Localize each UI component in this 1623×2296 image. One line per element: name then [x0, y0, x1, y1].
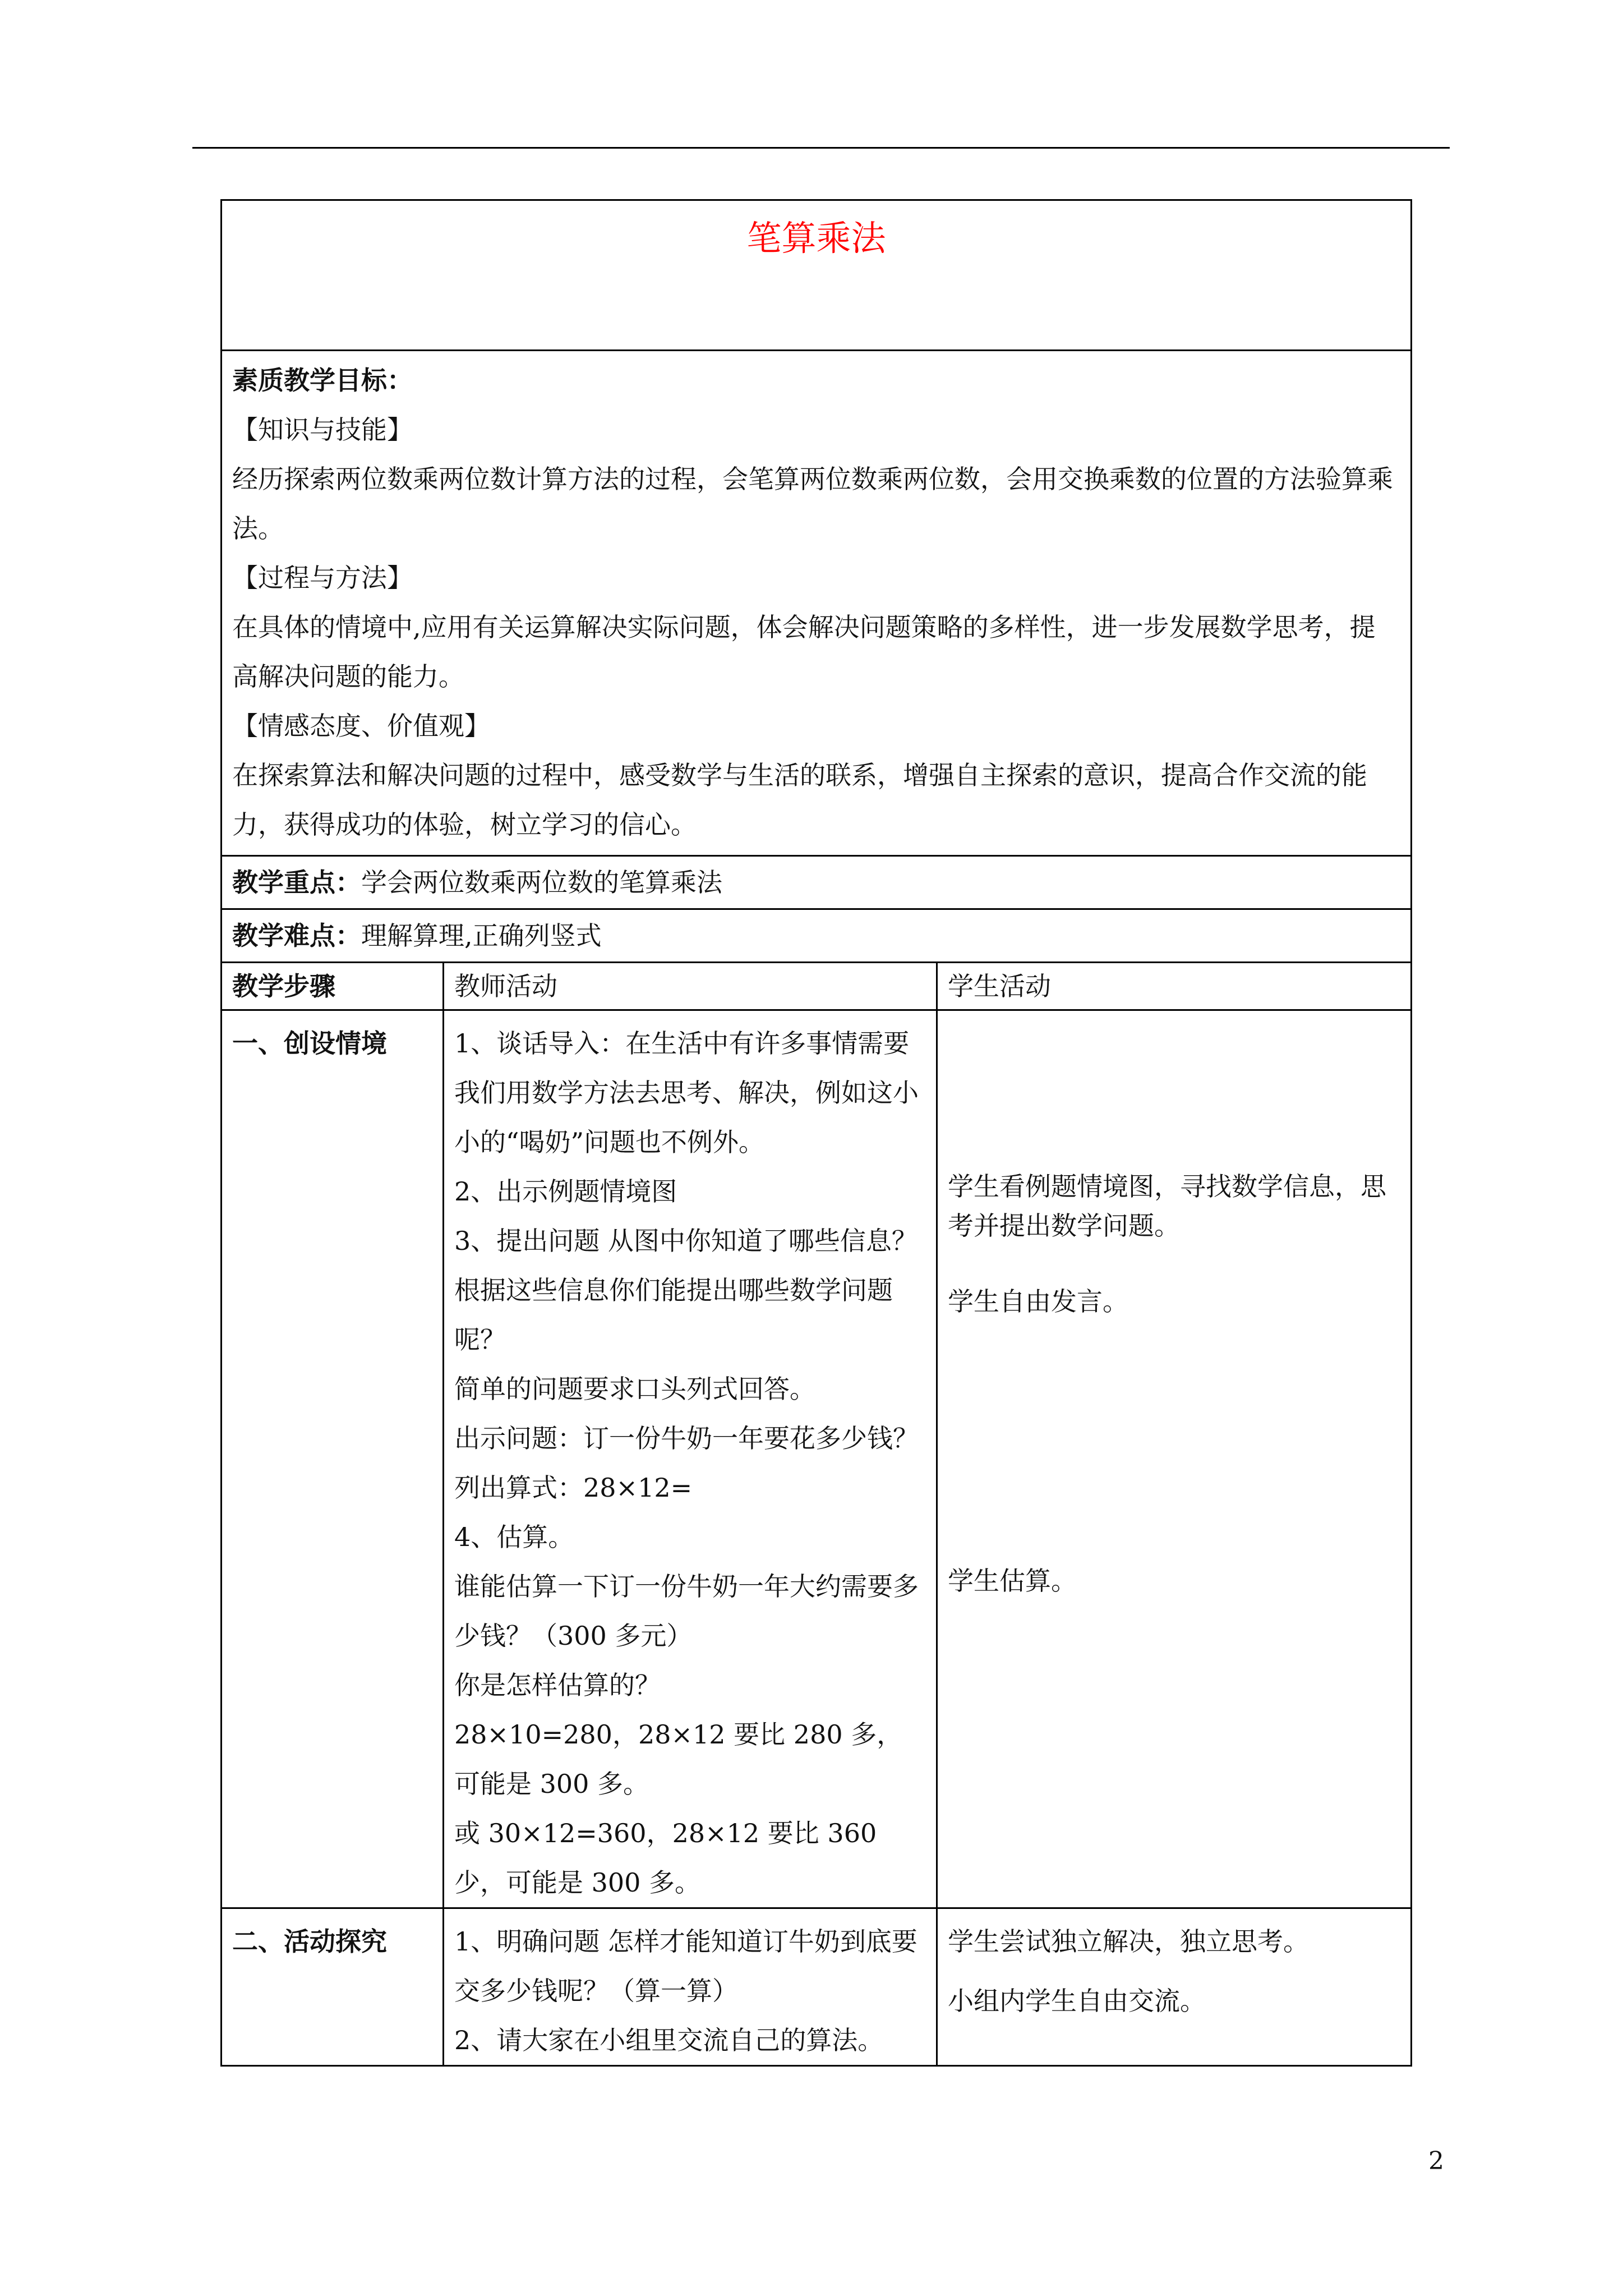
table-row [222, 1010, 1412, 1908]
process-text: 在具体的情境中,应用有关运算解决实际问题，体会解决问题策略的多样性，进一步发展数学思考，提高解决问题的能力。 [232, 612, 1376, 692]
column-header-row [222, 963, 1412, 1010]
difficulty-label: 教学难点： [232, 921, 361, 951]
teacher-line: 4、估算。 [454, 1522, 574, 1552]
difficulty-cell [222, 909, 1412, 963]
focus-label: 教学重点： [232, 867, 361, 898]
student-activity [937, 1908, 1412, 2066]
teacher-line: 简单的问题要求口头列式回答。 [454, 1374, 815, 1404]
attitude-text: 在探索算法和解决问题的过程中，感受数学与生活的联系，增强自主探索的意识，提高合作交流的能力，获得成功的体验，树立学习的信心。 [232, 760, 1367, 840]
student-line: 小组内学生自由交流。 [948, 1986, 1206, 2016]
teacher-line: 出示问题：订一份牛奶一年要花多少钱？ [454, 1423, 919, 1453]
step-name: 二、活动探究 [222, 1908, 444, 2066]
student-line: 学生估算。 [948, 1566, 1077, 1596]
page-title: 笔算乘法 [746, 218, 886, 259]
teacher-line: 3、提出问题 从图中你知道了哪些信息？根据这些信息你们能提出哪些数学问题呢？ [454, 1226, 917, 1355]
column-header-student: 学生活动 [937, 963, 1412, 1010]
page-number: 2 [1428, 2147, 1444, 2175]
teacher-activity [444, 1908, 937, 2066]
header-rule [192, 147, 1450, 149]
student-line: 学生自由发言。 [948, 1286, 1128, 1317]
difficulty-text: 理解算理,正确列竖式 [361, 921, 602, 951]
focus-cell [222, 856, 1412, 909]
goals-cell [222, 351, 1412, 856]
teacher-line: 2、请大家在小组里交流自己的算法。 [454, 2025, 884, 2055]
goals-heading: 素质教学目标： [232, 365, 413, 395]
student-line: 学生尝试独立解决，独立思考。 [948, 1926, 1309, 1957]
teacher-line: 1、明确问题 怎样才能知道订牛奶到底要交多少钱呢？（算一算） [454, 1926, 917, 2006]
knowledge-heading: 【知识与技能】 [232, 415, 413, 445]
teacher-activity [444, 1010, 937, 1908]
teacher-line: 或 30×12=360，28×12 要比 360 少，可能是 300 多。 [454, 1818, 877, 1898]
teacher-line: 你是怎样估算的？ [454, 1670, 661, 1700]
attitude-heading: 【情感态度、价值观】 [232, 711, 490, 741]
student-activity [937, 1010, 1412, 1908]
student-line: 学生看例题情境图，寻找数学信息，思考并提出数学问题。 [948, 1171, 1386, 1241]
column-header-teacher: 教师活动 [444, 963, 937, 1010]
lesson-plan-table [220, 199, 1412, 2067]
title-cell [222, 200, 1412, 351]
step-name: 一、创设情境 [222, 1010, 444, 1908]
teacher-line: 2、出示例题情境图 [454, 1176, 677, 1207]
teacher-line: 28×10=280，28×12 要比 280 多，可能是 300 多。 [454, 1719, 903, 1799]
process-heading: 【过程与方法】 [232, 563, 413, 593]
teacher-line: 1、谈话导入：在生活中有许多事情需要我们用数学方法去思考、解决，例如这小小的“喝奶”问题也不例外。 [454, 1028, 919, 1157]
teacher-line: 列出算式：28×12= [454, 1473, 693, 1503]
teacher-line: 谁能估算一下订一份牛奶一年大约需要多少钱？（300 多元） [454, 1571, 919, 1651]
table-row [222, 1908, 1412, 2066]
column-header-steps: 教学步骤 [222, 963, 444, 1010]
knowledge-text: 经历探索两位数乘两位数计算方法的过程，会笔算两位数乘两位数，会用交换乘数的位置的方法验算乘法。 [232, 464, 1393, 544]
focus-text: 学会两位数乘两位数的笔算乘法 [361, 867, 722, 898]
